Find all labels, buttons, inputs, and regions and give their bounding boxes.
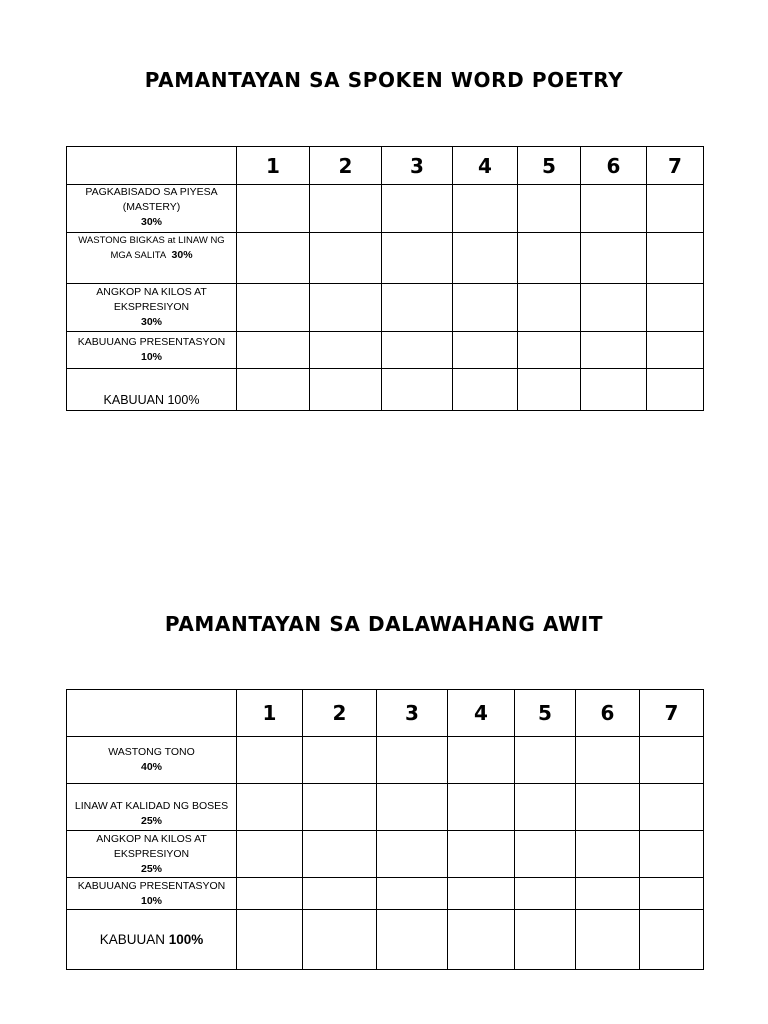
criterion-weight: 25% (140, 862, 162, 875)
score-cell[interactable] (640, 910, 704, 970)
header-row (67, 147, 704, 185)
header-row (67, 690, 704, 737)
score-cell[interactable] (576, 737, 640, 784)
score-cell[interactable] (237, 369, 310, 411)
score-cell[interactable] (303, 737, 377, 784)
score-cell[interactable] (515, 910, 576, 970)
score-cell[interactable] (310, 369, 382, 411)
total-weight: 100% (168, 932, 204, 947)
score-cell[interactable] (453, 369, 518, 411)
score-cell[interactable] (576, 784, 640, 831)
criterion-cell (67, 185, 237, 233)
column-header: 6 (576, 690, 640, 737)
score-cell[interactable] (640, 784, 704, 831)
criterion-name: KABUUANG PRESENTASYON (77, 336, 226, 348)
score-cell[interactable] (518, 369, 581, 411)
criterion-name: WASTONG BIGKAS at LINAW NG (78, 235, 225, 246)
score-cell[interactable] (303, 784, 377, 831)
score-cell[interactable] (515, 831, 576, 878)
table-row (67, 878, 704, 910)
criterion-cell (67, 737, 237, 784)
score-cell[interactable] (581, 185, 647, 233)
score-cell[interactable] (448, 910, 515, 970)
table-row (67, 784, 704, 831)
criterion-subname: (MASTERY) (122, 201, 181, 213)
score-cell[interactable] (647, 233, 704, 284)
score-cell[interactable] (453, 233, 518, 284)
criterion-name: KABUUANG PRESENTASYON (77, 879, 226, 892)
score-cell[interactable] (453, 332, 518, 369)
column-header: 1 (237, 690, 303, 737)
column-header: 3 (382, 147, 453, 185)
total-cell (67, 369, 237, 411)
score-cell[interactable] (377, 910, 448, 970)
criterion-name: WASTONG TONO (108, 746, 195, 758)
table-row (67, 737, 704, 784)
score-cell[interactable] (237, 878, 303, 910)
rubric2-table (66, 689, 704, 970)
score-cell[interactable] (237, 910, 303, 970)
criterion-cell (67, 878, 237, 910)
column-header: 6 (581, 147, 647, 185)
score-cell[interactable] (237, 185, 310, 233)
score-cell[interactable] (382, 284, 453, 332)
column-header: 2 (310, 147, 382, 185)
score-cell[interactable] (453, 284, 518, 332)
score-cell[interactable] (448, 784, 515, 831)
criteria-header-cell (67, 147, 237, 185)
rubric1-table (66, 146, 704, 411)
score-cell[interactable] (237, 332, 310, 369)
score-cell[interactable] (310, 185, 382, 233)
score-cell[interactable] (448, 831, 515, 878)
column-header: 5 (518, 147, 581, 185)
score-cell[interactable] (515, 737, 576, 784)
score-cell[interactable] (640, 737, 704, 784)
column-header: 4 (448, 690, 515, 737)
score-cell[interactable] (237, 284, 310, 332)
score-cell[interactable] (515, 878, 576, 910)
score-cell[interactable] (382, 332, 453, 369)
score-cell[interactable] (647, 332, 704, 369)
total-row (67, 369, 704, 411)
score-cell[interactable] (581, 284, 647, 332)
column-header: 3 (377, 690, 448, 737)
criterion-cell (67, 784, 237, 831)
score-cell[interactable] (382, 369, 453, 411)
criterion-cell (67, 233, 237, 284)
column-header: 2 (303, 690, 377, 737)
score-cell[interactable] (640, 831, 704, 878)
score-cell[interactable] (576, 831, 640, 878)
table-row (67, 233, 704, 284)
score-cell[interactable] (640, 878, 704, 910)
criterion-name: LINAW AT KALIDAD NG BOSES (74, 800, 229, 812)
criterion-cell (67, 332, 237, 369)
criterion-weight: 10% (140, 351, 162, 363)
score-cell[interactable] (576, 910, 640, 970)
column-header: 7 (647, 147, 704, 185)
criterion-weight: 30% (171, 249, 193, 261)
criterion-name: PAGKABISADO SA PIYESA (85, 186, 218, 198)
total-label: KABUUAN (99, 932, 165, 947)
score-cell[interactable] (237, 831, 303, 878)
total-row (67, 910, 704, 970)
score-cell[interactable] (237, 233, 310, 284)
score-cell[interactable] (647, 369, 704, 411)
score-cell[interactable] (581, 369, 647, 411)
table-row (67, 284, 704, 332)
score-cell[interactable] (518, 185, 581, 233)
score-cell[interactable] (453, 185, 518, 233)
score-cell[interactable] (377, 784, 448, 831)
total-cell (67, 910, 237, 970)
score-cell[interactable] (303, 878, 377, 910)
criterion-subname: MGA SALITA (110, 250, 167, 261)
total-label: KABUUAN (103, 393, 164, 407)
total-weight: 100% (167, 393, 200, 407)
score-cell[interactable] (382, 233, 453, 284)
score-cell[interactable] (382, 185, 453, 233)
column-header: 5 (515, 690, 576, 737)
score-cell[interactable] (518, 284, 581, 332)
criterion-weight: 10% (140, 894, 162, 907)
score-cell[interactable] (377, 831, 448, 878)
score-cell[interactable] (576, 878, 640, 910)
score-cell[interactable] (237, 737, 303, 784)
rubric2-title: PAMANTAYAN SA DALAWAHANG AWIT (164, 612, 604, 636)
criterion-weight: 40% (140, 761, 162, 773)
score-cell[interactable] (515, 784, 576, 831)
column-header: 7 (640, 690, 704, 737)
score-cell[interactable] (581, 332, 647, 369)
criterion-name: ANGKOP NA KILOS AT (96, 286, 207, 298)
score-cell[interactable] (310, 284, 382, 332)
criterion-weight: 25% (140, 815, 162, 827)
criterion-weight: 30% (140, 216, 162, 228)
score-cell[interactable] (647, 284, 704, 332)
criterion-cell (67, 831, 237, 878)
score-cell[interactable] (448, 878, 515, 910)
column-header: 1 (237, 147, 310, 185)
criterion-name: ANGKOP NA KILOS AT (96, 832, 207, 845)
table-row (67, 332, 704, 369)
score-cell[interactable] (310, 332, 382, 369)
score-cell[interactable] (448, 737, 515, 784)
table-row (67, 185, 704, 233)
column-header: 4 (453, 147, 518, 185)
score-cell[interactable] (518, 233, 581, 284)
score-cell[interactable] (518, 332, 581, 369)
rubric1-title: PAMANTAYAN SA SPOKEN WORD POETRY (144, 68, 624, 92)
score-cell[interactable] (647, 185, 704, 233)
score-cell[interactable] (303, 831, 377, 878)
criterion-cell (67, 284, 237, 332)
table-row (67, 831, 704, 878)
score-cell[interactable] (377, 737, 448, 784)
criterion-subname: EKSPRESIYON (113, 301, 190, 313)
criteria-header-cell (67, 690, 237, 737)
criterion-subname: EKSPRESIYON (113, 847, 190, 860)
score-cell[interactable] (377, 878, 448, 910)
score-cell[interactable] (581, 233, 647, 284)
score-cell[interactable] (303, 910, 377, 970)
score-cell[interactable] (310, 233, 382, 284)
criterion-weight: 30% (140, 316, 162, 328)
score-cell[interactable] (237, 784, 303, 831)
